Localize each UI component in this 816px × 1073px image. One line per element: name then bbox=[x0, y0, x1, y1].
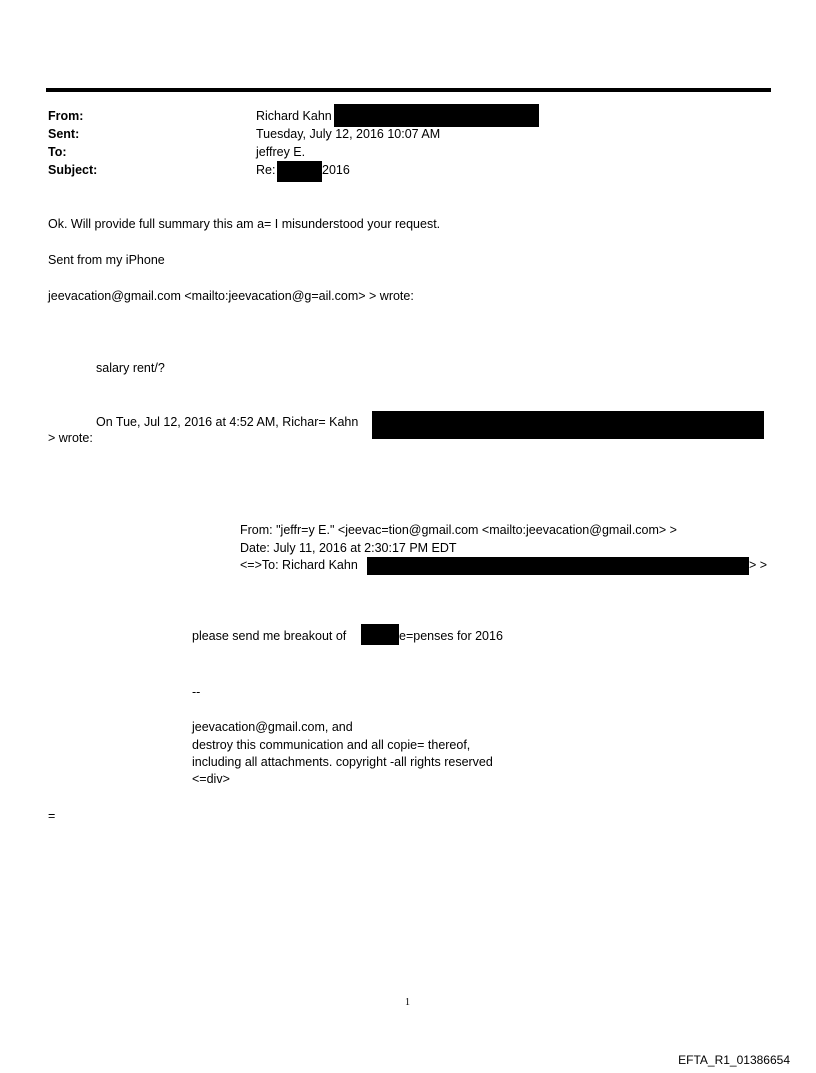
redaction-quoted-to bbox=[367, 557, 749, 575]
subject-label: Subject: bbox=[48, 163, 98, 177]
subject-suffix: 2016 bbox=[322, 163, 350, 177]
bates-number: EFTA_R1_01386654 bbox=[678, 1053, 790, 1067]
signature-line-3: including all attachments. copyright -all rights reserved bbox=[192, 755, 493, 769]
signature-dash: -- bbox=[192, 685, 201, 699]
redaction-request bbox=[361, 624, 399, 645]
sent-label: Sent: bbox=[48, 127, 80, 141]
request-prefix: please send me breakout of bbox=[192, 629, 347, 643]
request-suffix: e=penses for 2016 bbox=[399, 629, 503, 643]
page-number: 1 bbox=[405, 997, 410, 1008]
sent-value: Tuesday, July 12, 2016 10:07 AM bbox=[256, 127, 441, 141]
subject-prefix: Re: bbox=[256, 163, 276, 177]
trailing-equals: = bbox=[48, 809, 56, 823]
redaction-subject bbox=[277, 161, 322, 182]
signature-line-2: destroy this communication and all copie= thereof, bbox=[192, 738, 471, 752]
redaction-kahn-email bbox=[372, 411, 764, 439]
quoted-from: From: "jeffr=y E." <jeevac=tion@gmail.com <mailto:jeevacation@gmail.com> > bbox=[240, 523, 677, 537]
body-line-ok: Ok. Will provide full summary this am a= I misunderstood your request. bbox=[48, 217, 441, 231]
body-on-tue: On Tue, Jul 12, 2016 at 4:52 AM, Richar= Kahn bbox=[96, 415, 359, 429]
from-value: Richard Kahn bbox=[256, 109, 332, 123]
body-line-sent-from: Sent from my iPhone bbox=[48, 253, 165, 267]
body-salary: salary rent/? bbox=[96, 361, 165, 375]
quoted-to: <=>To: Richard Kahn bbox=[240, 558, 358, 572]
to-label: To: bbox=[48, 145, 67, 159]
redaction-from-email bbox=[334, 104, 539, 127]
to-value: jeffrey E. bbox=[256, 145, 306, 159]
header-rule bbox=[46, 88, 771, 92]
quoted-to-tail: > > bbox=[749, 558, 768, 572]
from-label: From: bbox=[48, 109, 84, 123]
signature-line-1: jeevacation@gmail.com, and bbox=[192, 720, 353, 734]
body-wrote-2: > wrote: bbox=[48, 431, 93, 445]
signature-line-4: <=div> bbox=[192, 772, 230, 786]
body-line-wrote: jeevacation@gmail.com <mailto:jeevacation@g=ail.com> > wrote: bbox=[48, 289, 414, 303]
quoted-date: Date: July 11, 2016 at 2:30:17 PM EDT bbox=[240, 541, 457, 555]
